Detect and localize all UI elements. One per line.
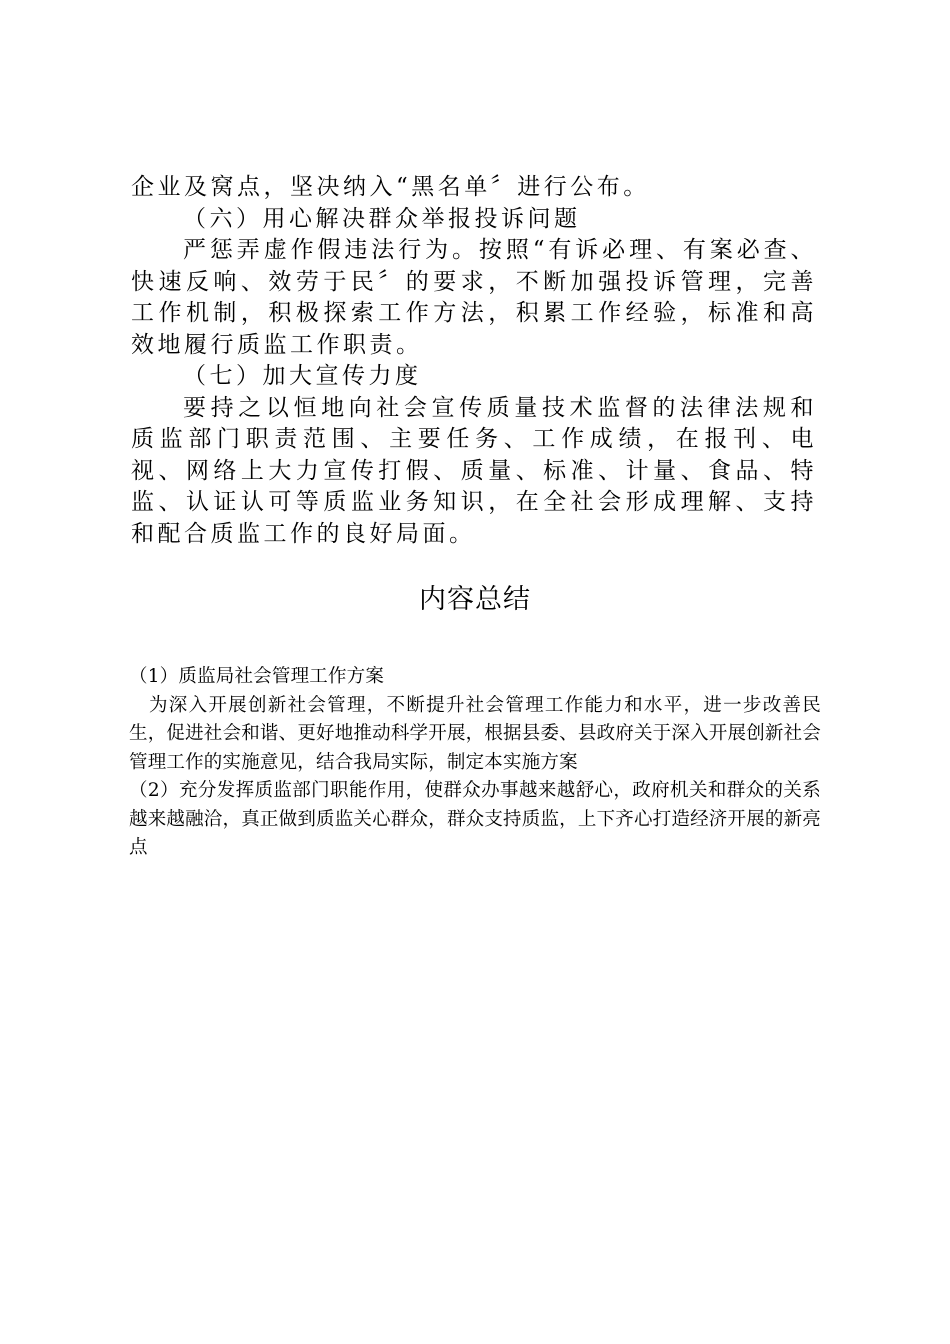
paragraph-continued: 企业及窝点，坚决纳入“黑名单〞进行公布。: [131, 174, 650, 200]
summary-section: [129, 663, 821, 863]
section-heading-6: （六）用心解决群众举报投诉问题: [183, 205, 581, 232]
summary-title: 内容总结: [419, 584, 531, 615]
summary-item-1-body: 为深入开展创新社会管理，不断提升社会管理工作能力和水平，进一步改善民生，促进社会和谐、更好地推动科学开展，根据县委、县政府关于深入开展创新社会管理工作的实施意见，结合我局实际，制定本实施方案: [129, 694, 821, 773]
body-section: [131, 172, 817, 550]
paragraph-section-6: 严惩弄虚作假违法行为。按照“有诉必理、有案必查、快速反响、效劳于民〞的要求，不断加强投诉管理，完善工作机制，积极探索工作方法，积累工作经验，标准和高效地履行质监工作职责。: [131, 237, 817, 358]
paragraph-section-7: 要持之以恒地向社会宣传质量技术监督的法律法规和质监部门职责范围、主要任务、工作成绩，在报刊、电视、网络上大力宣传打假、质量、标准、计量、食品、特监、认证认可等质监业务知识，在全社会形成理解、支持和配合质监工作的良好局面。: [131, 394, 817, 547]
section-heading-7: （七）加大宣传力度: [183, 363, 422, 389]
summary-item-1-title: （1）质监局社会管理工作方案: [129, 666, 385, 687]
summary-item-2: （2）充分发挥质监部门职能作用，使群众办事越来越舒心，政府机关和群众的关系越来越融洽，真正做到质监关心群众，群众支持质监，上下齐心打造经济开展的新亮点: [129, 780, 821, 858]
